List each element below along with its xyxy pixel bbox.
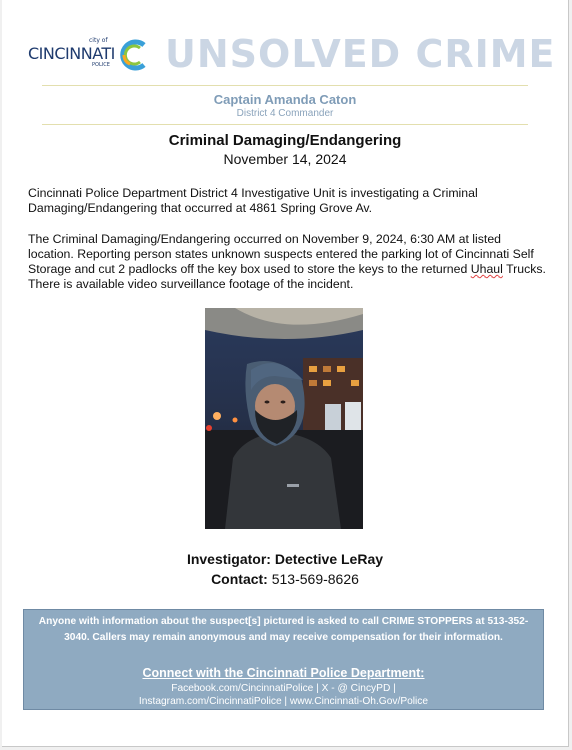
flyer-page — [2, 0, 569, 747]
connect-heading[interactable]: Connect with the Cincinnati Police Department: — [142, 666, 425, 680]
social-links-line-1[interactable]: Facebook.com/CincinnatiPolice | X - @ CincyPD | — [171, 683, 396, 694]
c-logo-icon — [116, 38, 150, 72]
commander-name: Captain Amanda Caton — [213, 92, 357, 107]
intro-paragraph: Cincinnati Police Department District 4 Investigative Unit is investigating a Criminal Damaging/Endangering that occurred at 4861 Spring Grove Av. — [28, 186, 478, 215]
header — [2, 30, 568, 80]
crime-stoppers-notice: Anyone with information about the suspect[s] pictured is asked to call CRIME STOPPERS at 513-352-3040. Callers may remain anonymous and may receive compensation for their information. — [38, 616, 529, 643]
details-paragraph — [28, 232, 546, 292]
contact-phone: 513-569-8626 — [271, 571, 359, 587]
spellcheck-flagged-word: Uhaul — [470, 262, 503, 276]
logo-name: CINCINNATI — [28, 44, 115, 63]
contact-label: Contact: — [211, 571, 268, 587]
details-text-end: Trucks. There is available video surveillance footage of the incident. — [28, 262, 546, 291]
details-text-start: The Criminal Damaging/Endangering occurred on November 9, 2024, 6:30 AM at listed location. Reporting person states unknown suspects entered the parking lot of Cincinnati Self Storage and cut 2 padlocks off the key box used to store the keys to the returned — [28, 232, 534, 276]
social-links — [24, 682, 543, 708]
logo-city-of: city of — [89, 37, 108, 44]
commander-role: District 4 Commander — [236, 108, 334, 119]
investigator-line: Investigator: Detective LeRay — [186, 551, 384, 567]
footer-box — [23, 609, 544, 710]
page-title: UNSOLVED CRIME — [165, 32, 556, 76]
crime-date: November 14, 2024 — [223, 151, 347, 167]
suspect-photo — [205, 308, 363, 529]
top-divider — [42, 85, 528, 86]
bottom-divider — [42, 124, 528, 125]
cincinnati-police-logo — [28, 38, 150, 72]
logo-police: POLICE — [92, 62, 110, 68]
contact-line — [2, 571, 568, 588]
social-links-line-2[interactable]: Instagram.com/CincinnatiPolice | www.Cincinnati-Oh.Gov/Police — [138, 696, 429, 707]
crime-title: Criminal Damaging/Endangering — [168, 132, 402, 149]
